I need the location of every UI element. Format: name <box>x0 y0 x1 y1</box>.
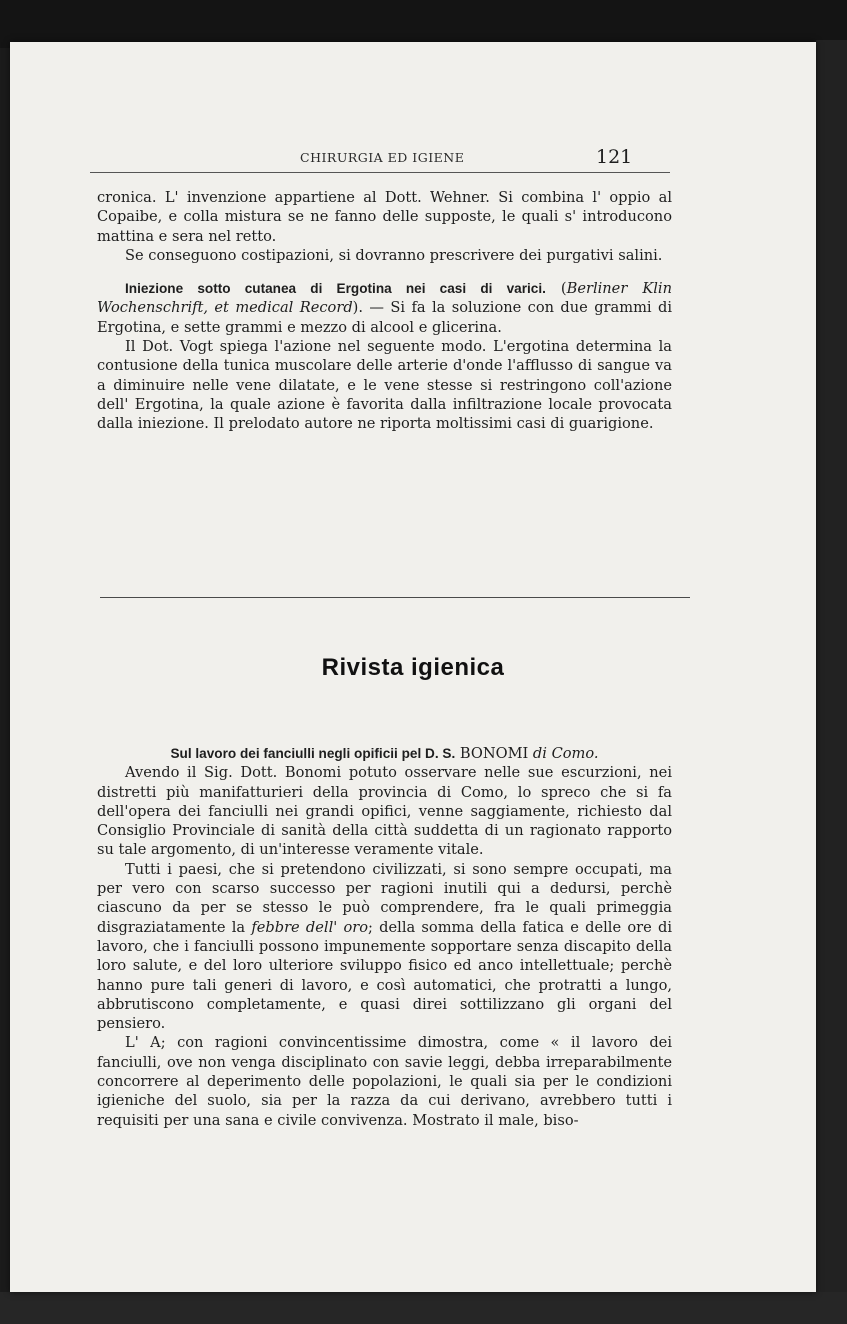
article-text-block <box>97 744 672 1130</box>
article-heading-place: di Como. <box>532 745 599 762</box>
article-heading-author: BONOMI <box>455 745 533 762</box>
section-divider <box>100 597 690 598</box>
ergotina-body: ). — Si fa la soluzione con due grammi di Ergotina, e sette grammi e mezzo di alcool e glicerina. <box>97 299 672 336</box>
running-head <box>10 146 816 170</box>
scan-background-right <box>816 40 847 1324</box>
paragraph-bonomi: Avendo il Sig. Dott. Bonomi potuto osservare nelle sue escurzioni, nei distretti più manifatturieri della provincia di Como, lo spreco che si fa dell'opera dei fanciulli nei grandi opifici, venne saggiamente, richiesto dal Consiglio Provinciale di sanità della città suddetta di un ragionato rapporto su tale argomento, di un'interesse veramente vitale. <box>97 764 672 859</box>
scan-background-top <box>0 0 847 48</box>
running-title: CHIRURGIA ED IGIENE <box>300 150 465 165</box>
ergotina-heading: Iniezione sotto cutanea di Ergotina nei casi di varici. <box>125 281 546 297</box>
article-heading <box>97 744 672 763</box>
book-page <box>10 42 816 1292</box>
paragraph-tutti-i-paesi <box>97 860 672 1034</box>
paragraph-ergotina <box>97 279 672 337</box>
header-rule <box>90 172 670 173</box>
paragraph-continuation: cronica. L' invenzione appartiene al Dott. Wehner. Si combina l' oppio al Copaibe, e colla mistura se ne fanno delle supposte, le quali s' introducono mattina e sera nel retto. <box>97 189 672 245</box>
ergotina-source: Berliner Klin Wochenschrift, et medical Record <box>97 280 672 317</box>
paragraph-autore: L' A; con ragioni convincentissime dimostra, come « il lavoro dei fanciulli, ove non venga disciplinato con savie leggi, debba irreparabilmente concorrere al deperimento delle popolazioni, le quali sia per le condizioni igieniche del suolo, sia per la razza da cui derivano, avrebbero tutti i requisiti per una sana e civile convivenza. Mostrato il male, biso- <box>97 1034 672 1129</box>
ergotina-source-open: ( <box>545 280 567 298</box>
paragraph-tutti-em: febbre dell' oro <box>251 918 369 936</box>
article-heading-bold: Sul lavoro dei fanciulli negli opificii pel D. S. <box>170 746 456 761</box>
paragraph-tutti-a: Tutti i paesi, che si pretendono civilizzati, si sono sempre occupati, ma per vero con scarso successo per ragioni inutili qui a dedursi, perchè ciascuno da per se stesso le può comprendere, fra le quali primeggia disgraziatamente la <box>97 860 672 936</box>
top-text-block <box>97 188 672 434</box>
section-title: Rivista igienica <box>321 654 505 681</box>
scan-background-bottom <box>0 1292 847 1324</box>
paragraph-vogt: Il Dot. Vogt spiega l'azione nel seguente modo. L'ergotina determina la contusione della tunica muscolare delle arterie d'onde l'afflusso di sangue va a diminuire nelle vene dilatate, e le vene stesse si restringono coll'azione dell' Ergotina, la quale azione è favorita dalla infiltrazione locale provocata dalla iniezione. Il prelodato autore ne riporta moltissimi casi di guarigione. <box>97 338 672 433</box>
paragraph-costipazioni: Se conseguono costipazioni, si dovranno prescrivere dei purgativi salini. <box>125 246 663 264</box>
page-number: 121 <box>596 146 633 168</box>
paragraph-tutti-b: ; della somma della fatica e delle ore di lavoro, che i fanciulli possono impunemente sopportare senza discapito della loro salute, e del loro ulteriore sviluppo fisico ed anco intellettuale; perchè hanno pure tali generi di lavoro, e così automatici, che protratti a lungo, abbrutiscono completamente, e quasi direi sottilizzano gli organi del pensiero. <box>97 918 672 1033</box>
